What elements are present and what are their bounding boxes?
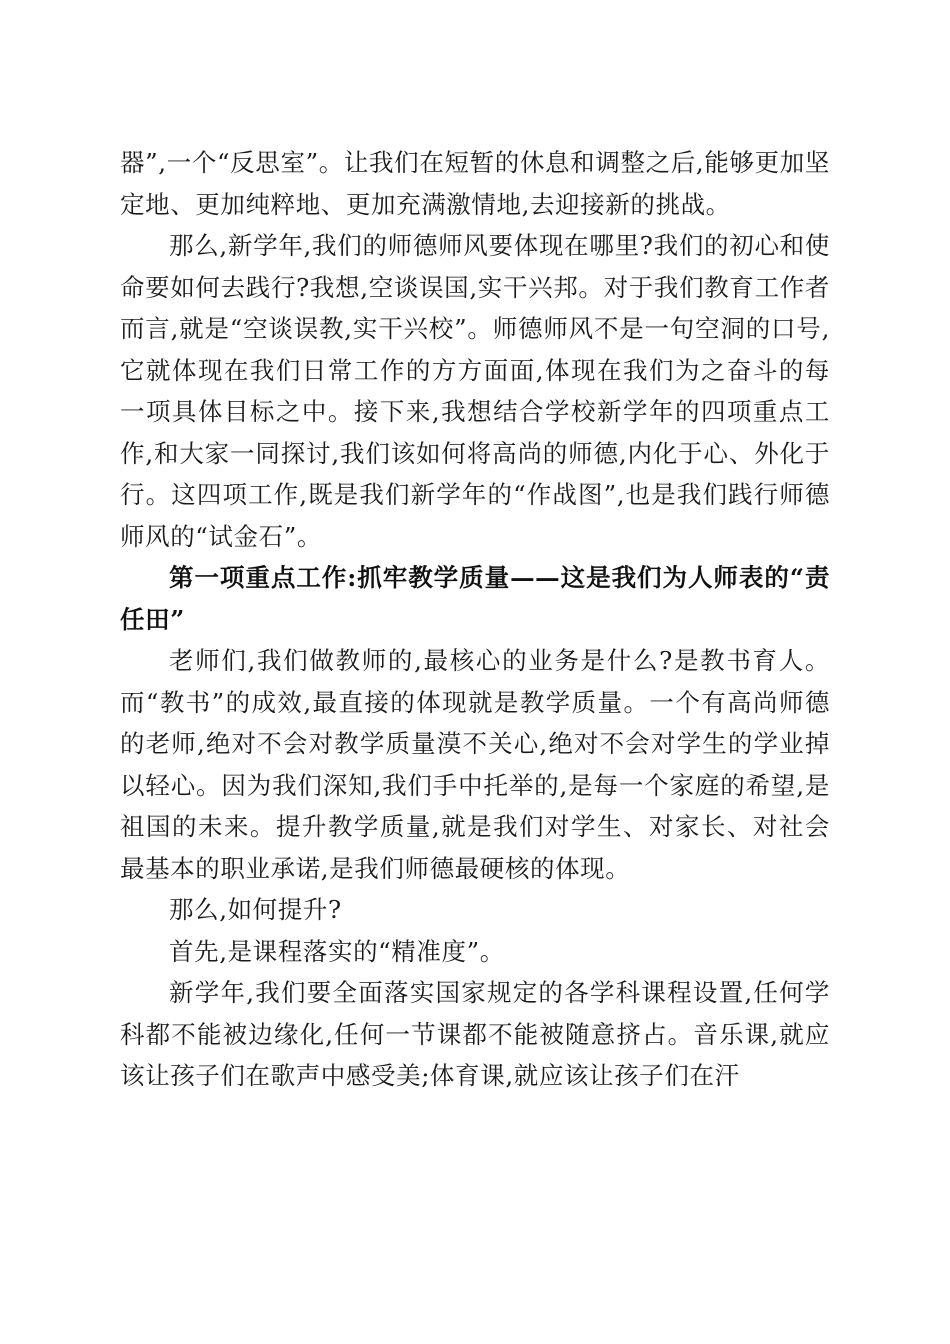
paragraph: 那么,新学年,我们的师德师风要体现在哪里?我们的初心和使命要如何去践行?我想,空谈误国,实干兴邦。对于我们教育工作者而言,就是“空谈误教,实干兴校”。师德师风不是一句空洞的口号,它就体现在我们日常工作的方方面面,体现在我们为之奋斗的每一项具体目标之中。接下来,我想结合学校新学年的四项重点工作,和大家一同探讨,我们该如何将高尚的师德,内化于心、外化于行。这四项工作,既是我们新学年的“作战图”,也是我们践行师德师风的“试金石”。: [120, 231, 830, 551]
paragraph: 新学年,我们要全面落实国家规定的各学科课程设置,任何学科都不能被边缘化,任何一节课都不能被随意挤占。音乐课,就应该让孩子们在歌声中感受美;体育课,就应该让孩子们在汗: [120, 978, 830, 1090]
document-body: [120, 142, 830, 1097]
paragraph-continued: 器”,一个“反思室”。让我们在短暂的休息和调整之后,能够更加坚定地、更加纯粹地、更加充满激情地,去迎接新的挑战。: [120, 148, 830, 219]
paragraph: 首先,是课程落实的“精准度”。: [169, 936, 505, 966]
paragraph: 那么,如何提升?: [169, 895, 342, 924]
paragraph: 老师们,我们做教师的,最核心的业务是什么?是教书育人。而“教书”的成效,最直接的体现就是教学质量。一个有高尚师德的老师,绝对不会对教学质量漠不关心,绝对不会对学生的学业掉以轻心。因为我们深知,我们手中托举的,是每一个家庭的希望,是祖国的未来。提升教学质量,就是我们对学生、对家长、对社会最基本的职业承诺,是我们师德最硬核的体现。: [120, 646, 830, 883]
section-heading: 第一项重点工作:抓牢教学质量——这是我们为人师表的“责任田”: [120, 563, 830, 634]
